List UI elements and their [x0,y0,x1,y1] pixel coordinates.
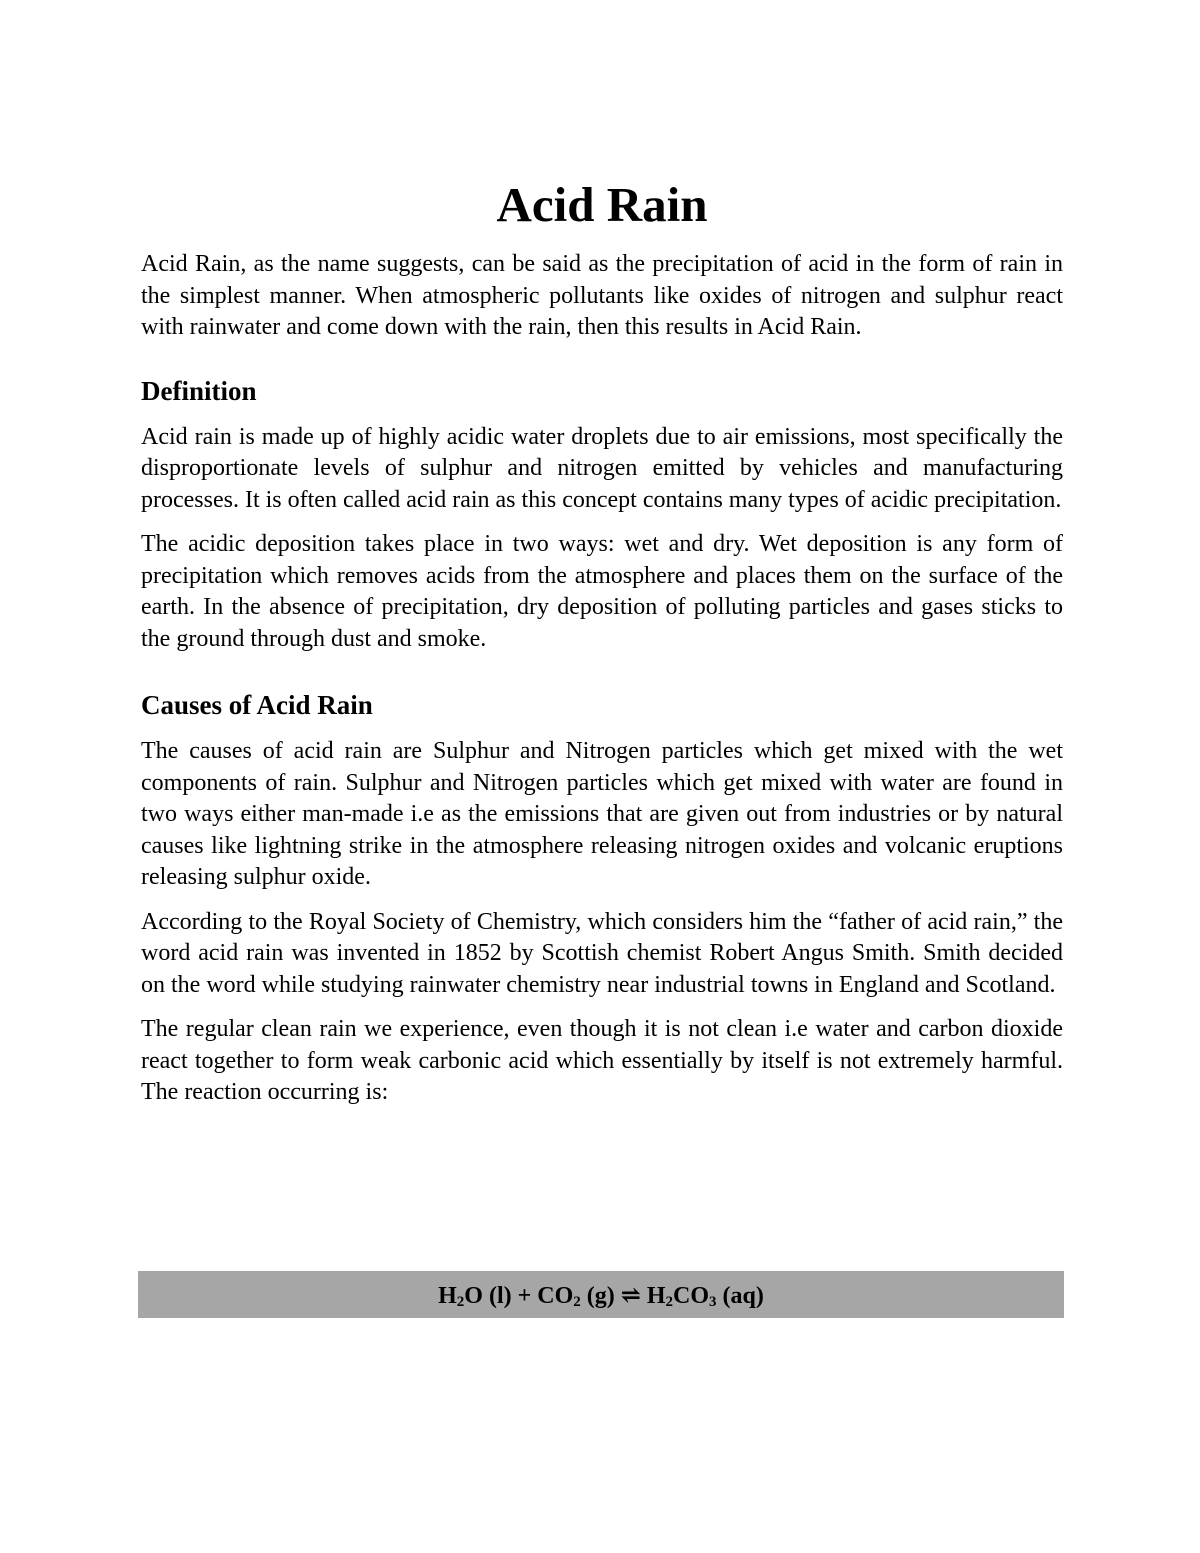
eq-sub-2c: 2 [665,1293,674,1310]
eq-o-l-plus-co: O (l) + CO [464,1282,574,1309]
eq-aq: (aq) [716,1282,764,1309]
eq-co: CO [673,1282,710,1309]
definition-paragraph-2: The acidic deposition takes place in two ways: wet and dry. Wet deposition is any form of precipitation which removes acids from the atmosphere and places them on the surface of the earth. In the absence of precipitation, dry deposition of polluting particles and gases sticks to the ground through dust and smoke. [141,531,1063,652]
eq-h: H [438,1282,457,1309]
causes-paragraph-3: The regular clean rain we experience, even though it is not clean i.e water and carbon dioxide react together to form weak carbonic acid which essentially by itself is not extremely harmful. The reaction occurring is: [141,1016,1063,1105]
section-heading-definition: Definition [141,375,257,406]
eq-g-eq-h: (g) ⇌ H [580,1282,666,1309]
causes-paragraph-2: According to the Royal Society of Chemistry, which considers him the “father of acid rain,” the word acid rain was invented in 1852 by Scottish chemist Robert Angus Smith. Smith decided on the word while studying rainwater chemistry near industrial towns in England and Scotland. [141,908,1063,998]
definition-paragraph-1: Acid rain is made up of highly acidic water droplets due to air emissions, most specifically the disproportionate levels of sulphur and nitrogen emitted by vehicles and manufacturing processes. It is often called acid rain as this concept contains many types of acidic precipitation. [141,423,1063,513]
page-title: Acid Rain [496,177,708,232]
eq-sub-2b: 2 [573,1293,581,1310]
causes-paragraph-1: The causes of acid rain are Sulphur and Nitrogen particles which get mixed with the wet components of rain. Sulphur and Nitrogen particles which get mixed with water are found in two ways either man-made i.e as the emissions that are given out from industries or by natural causes like lightning strike in the atmosphere releasing nitrogen oxides and volcanic eruptions releasing sulphur oxide. [141,738,1063,890]
equation-text [438,1280,764,1310]
eq-sub-3: 3 [709,1293,717,1310]
document-page [141,175,1063,1109]
chemical-equation-band [138,1271,1064,1318]
section-heading-causes: Causes of Acid Rain [141,690,373,720]
eq-sub-2a: 2 [456,1293,465,1310]
intro-paragraph: Acid Rain, as the name suggests, can be said as the precipitation of acid in the form of rain in the simplest manner. When atmospheric pollutants like oxides of nitrogen and sulphur react with rainwater and come down with the rain, then this results in Acid Rain. [141,251,1063,340]
